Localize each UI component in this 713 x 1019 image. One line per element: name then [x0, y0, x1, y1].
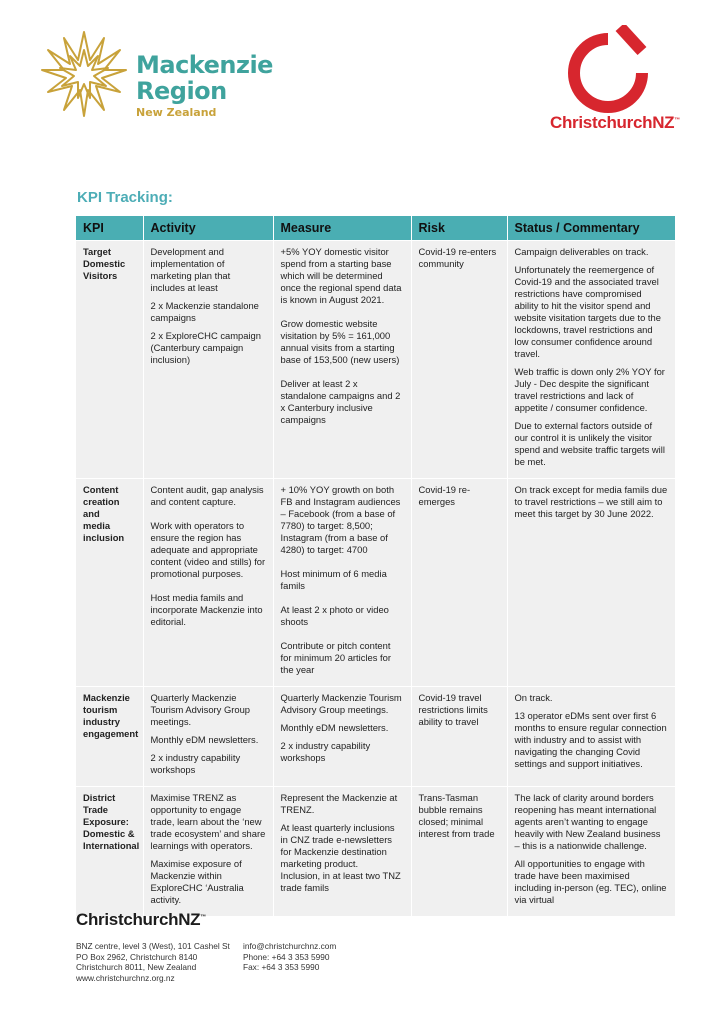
column-header: Status / Commentary — [507, 216, 675, 241]
table-row — [76, 787, 675, 917]
status-cell: Campaign deliverables on track. Unfortunately the reemergence of Covid-19 and the associated travel restrictions have compromised ability to hit the visitor spend and website visitation targets due to the lockdowns, travel restrictions and low consumer confidence around travel. Web traffic is down only 2% YOY for July - Dec despite the significant travel restrictions and lack of appetite / consumer confidence. Due to external factors outside of our control it is unlikely the visitor spend and website traffic targets will be met. — [507, 241, 675, 479]
footer-christchurchnz-logo: ChristchurchNZ™ — [76, 910, 206, 929]
column-header: Risk — [411, 216, 507, 241]
table-row — [76, 241, 675, 479]
christchurchnz-logo — [550, 25, 695, 140]
risk-cell: Covid-19 re-emerges — [411, 479, 507, 687]
footer-website-link[interactable]: www.christchurchnz.org.nz — [76, 972, 175, 983]
risk-cell: Covid-19 travel restrictions limits ability to travel — [411, 687, 507, 787]
risk-cell: Trans-Tasman bubble remains closed; minimal interest from trade — [411, 787, 507, 917]
measure-cell: + 10% YOY growth on both FB and Instagram audiences – Facebook (from a base of 7780) to target: 8,500; Instagram (from a base of 4280) to target: 4700 Host minimum of 6 media famils At least 2 x photo or video shoots Contribute or pitch content for minimum 20 articles for the year — [273, 479, 411, 687]
column-header: KPI — [76, 216, 143, 241]
table-row — [76, 479, 675, 687]
measure-cell: Quarterly Mackenzie Tourism Advisory Group meetings. Monthly eDM newsletters. 2 x industry capability workshops — [273, 687, 411, 787]
kpi-cell: Target Domestic Visitors — [76, 241, 143, 479]
column-header: Activity — [143, 216, 273, 241]
kpi-cell: District Trade Exposure: Domestic & International — [76, 787, 143, 917]
mackenzie-logo-sub: New Zealand — [136, 106, 217, 119]
section-title: KPI Tracking: — [77, 189, 173, 206]
kpi-cell: Content creation and media inclusion — [76, 479, 143, 687]
footer-contact: info@christchurchnz.com Phone: +64 3 353 5990 Fax: +64 3 353 5990 — [243, 941, 337, 972]
status-cell: The lack of clarity around borders reopening has meant international agents aren’t wanting to engage heavily with New Zealand business – this is a nationwide challenge. All opportunities to engage with trade have been maximised including in-person (eg. TEC), online via virtual — [507, 787, 675, 917]
mackenzie-logo-line2: Region — [136, 77, 227, 105]
mackenzie-region-logo — [40, 30, 273, 120]
christchurchnz-wordmark: ChristchurchNZ™ — [550, 113, 680, 132]
table-row — [76, 687, 675, 787]
star-emblem-icon — [40, 30, 128, 118]
column-header: Measure — [273, 216, 411, 241]
activity-cell: Development and implementation of marketing plan that includes at least 2 x Mackenzie standalone campaigns 2 x ExploreCHC campaign (Canterbury campaign inclusion) — [143, 241, 273, 479]
measure-cell: +5% YOY domestic visitor spend from a starting base which will be determined once the regional spend data is known in August 2021. Grow domestic website visitation by 5% = 161,000 annual visits from a starting base of 153,500 (new users) Deliver at least 2 x standalone campaigns and 2 x Canterbury inclusive campaigns — [273, 241, 411, 479]
footer-address: BNZ centre, level 3 (West), 101 Cashel St PO Box 2962, Christchurch 8140 Christchurch 8011, New Zealand www.christchurchnz.org.nz — [76, 941, 230, 983]
footer-email-link[interactable]: info@christchurchnz.com — [243, 941, 337, 951]
measure-cell: Represent the Mackenzie at TRENZ. At least quarterly inclusions in CNZ trade e-newsletters for Mackenzie destination marketing product. Inclusion, in at least two TNZ trade famils — [273, 787, 411, 917]
mackenzie-logo-line1: Mackenzie — [136, 51, 273, 79]
activity-cell: Quarterly Mackenzie Tourism Advisory Group meetings. Monthly eDM newsletters. 2 x industry capability workshops — [143, 687, 273, 787]
status-cell: On track. 13 operator eDMs sent over first 6 months to ensure regular connection with industry and to assist with navigating the changing Covid settings and support initiatives. — [507, 687, 675, 787]
risk-cell: Covid-19 re-enters community — [411, 241, 507, 479]
kpi-cell: Mackenzie tourism industry engagement — [76, 687, 143, 787]
activity-cell: Maximise TRENZ as opportunity to engage trade, learn about the ‘new trade ecosystem’ and share learnings with operators. Maximise exposure of Mackenzie within ExploreCHC ‘Australia activity. — [143, 787, 273, 917]
kpi-table — [76, 216, 676, 916]
red-arc-icon — [550, 25, 695, 113]
activity-cell: Content audit, gap analysis and content capture. Work with operators to ensure the region has adequate and appropriate content (video and stills) for promotional purposes. Host media famils and incorporate Mackenzie into editorial. — [143, 479, 273, 687]
status-cell: On track except for media famils due to travel restrictions – we still aim to meet this target by 30 June 2022. — [507, 479, 675, 687]
table-header-row — [76, 216, 675, 241]
